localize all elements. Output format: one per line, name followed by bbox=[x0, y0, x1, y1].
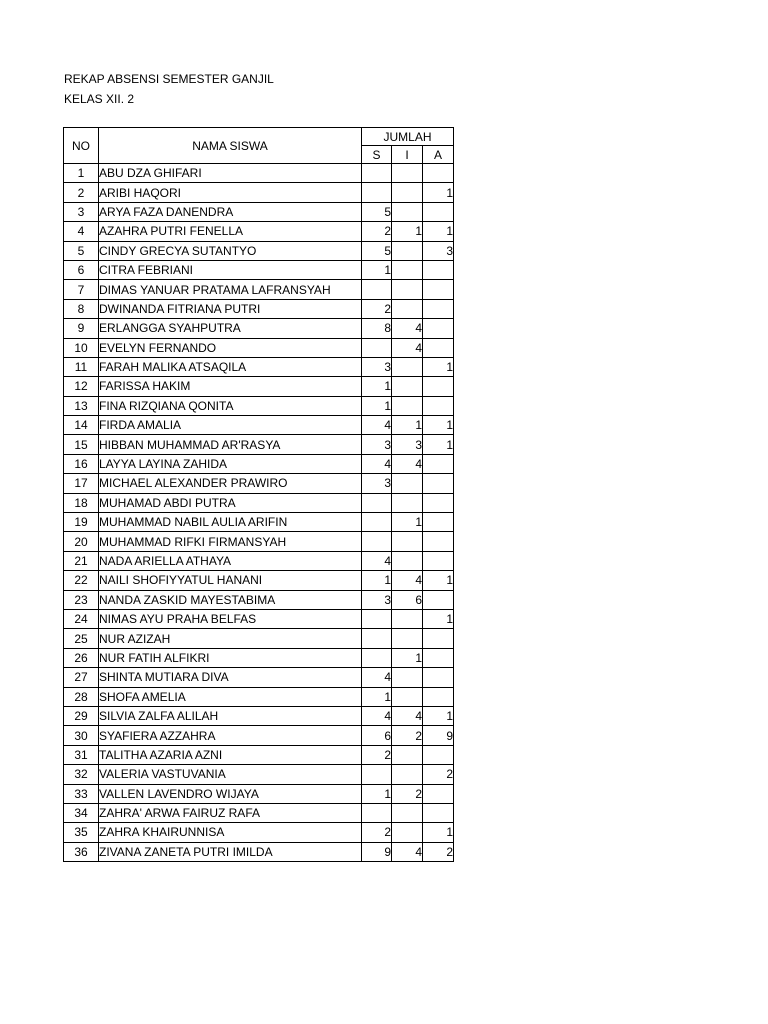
row-number: 8 bbox=[64, 299, 99, 318]
absent-count bbox=[423, 590, 454, 609]
absent-count bbox=[423, 493, 454, 512]
row-number: 17 bbox=[64, 474, 99, 493]
student-name: SILVIA ZALFA ALILAH bbox=[99, 706, 362, 725]
sick-count: 1 bbox=[362, 687, 392, 706]
absent-count: 3 bbox=[423, 241, 454, 260]
permission-count bbox=[392, 629, 423, 648]
sick-count bbox=[362, 765, 392, 784]
permission-count bbox=[392, 377, 423, 396]
table-row bbox=[64, 435, 454, 454]
table-row bbox=[64, 532, 454, 551]
header-no: NO bbox=[64, 128, 99, 164]
permission-count bbox=[392, 357, 423, 376]
sick-count bbox=[362, 629, 392, 648]
sick-count: 1 bbox=[362, 396, 392, 415]
sick-count: 5 bbox=[362, 241, 392, 260]
absent-count bbox=[423, 745, 454, 764]
row-number: 4 bbox=[64, 222, 99, 241]
absent-count: 1 bbox=[423, 357, 454, 376]
student-name: FARISSA HAKIM bbox=[99, 377, 362, 396]
absent-count bbox=[423, 454, 454, 473]
student-name: SHOFA AMELIA bbox=[99, 687, 362, 706]
row-number: 15 bbox=[64, 435, 99, 454]
student-name: FARAH MALIKA ATSAQILA bbox=[99, 357, 362, 376]
table-row bbox=[64, 260, 454, 279]
table-row bbox=[64, 803, 454, 822]
table-row bbox=[64, 299, 454, 318]
sick-count bbox=[362, 280, 392, 299]
sick-count: 4 bbox=[362, 668, 392, 687]
absent-count bbox=[423, 784, 454, 803]
sick-count: 5 bbox=[362, 202, 392, 221]
permission-count: 1 bbox=[392, 513, 423, 532]
student-name: MICHAEL ALEXANDER PRAWIRO bbox=[99, 474, 362, 493]
permission-count bbox=[392, 803, 423, 822]
row-number: 16 bbox=[64, 454, 99, 473]
student-name: TALITHA AZARIA AZNI bbox=[99, 745, 362, 764]
student-name: VALLEN LAVENDRO WIJAYA bbox=[99, 784, 362, 803]
absent-count: 1 bbox=[423, 183, 454, 202]
table-row bbox=[64, 823, 454, 842]
sick-count bbox=[362, 493, 392, 512]
sick-count bbox=[362, 803, 392, 822]
sick-count: 4 bbox=[362, 416, 392, 435]
permission-count: 4 bbox=[392, 338, 423, 357]
student-name: NUR FATIH ALFIKRI bbox=[99, 648, 362, 667]
row-number: 22 bbox=[64, 571, 99, 590]
absent-count bbox=[423, 551, 454, 570]
table-row bbox=[64, 726, 454, 745]
header-a: A bbox=[423, 146, 454, 164]
table-row bbox=[64, 687, 454, 706]
row-number: 19 bbox=[64, 513, 99, 532]
permission-count bbox=[392, 396, 423, 415]
permission-count bbox=[392, 823, 423, 842]
sick-count: 1 bbox=[362, 784, 392, 803]
permission-count bbox=[392, 765, 423, 784]
permission-count: 4 bbox=[392, 706, 423, 725]
sick-count: 1 bbox=[362, 571, 392, 590]
sick-count bbox=[362, 513, 392, 532]
sick-count bbox=[362, 183, 392, 202]
row-number: 33 bbox=[64, 784, 99, 803]
row-number: 2 bbox=[64, 183, 99, 202]
student-name: FIRDA AMALIA bbox=[99, 416, 362, 435]
table-row bbox=[64, 280, 454, 299]
absent-count: 9 bbox=[423, 726, 454, 745]
student-name: MUHAMMAD RIFKI FIRMANSYAH bbox=[99, 532, 362, 551]
permission-count bbox=[392, 609, 423, 628]
row-number: 12 bbox=[64, 377, 99, 396]
row-number: 11 bbox=[64, 357, 99, 376]
absent-count bbox=[423, 319, 454, 338]
absent-count bbox=[423, 280, 454, 299]
permission-count bbox=[392, 745, 423, 764]
student-name: LAYYA LAYINA ZAHIDA bbox=[99, 454, 362, 473]
sick-count: 6 bbox=[362, 726, 392, 745]
table-row bbox=[64, 784, 454, 803]
row-number: 18 bbox=[64, 493, 99, 512]
attendance-table bbox=[63, 127, 454, 862]
row-number: 3 bbox=[64, 202, 99, 221]
row-number: 26 bbox=[64, 648, 99, 667]
absent-count bbox=[423, 629, 454, 648]
absent-count bbox=[423, 803, 454, 822]
row-number: 24 bbox=[64, 609, 99, 628]
row-number: 34 bbox=[64, 803, 99, 822]
table-row bbox=[64, 183, 454, 202]
row-number: 14 bbox=[64, 416, 99, 435]
table-row bbox=[64, 377, 454, 396]
sick-count: 9 bbox=[362, 842, 392, 861]
student-name: HIBBAN MUHAMMAD AR'RASYA bbox=[99, 435, 362, 454]
absent-count bbox=[423, 687, 454, 706]
absent-count bbox=[423, 532, 454, 551]
student-name: MUHAMMAD NABIL AULIA ARIFIN bbox=[99, 513, 362, 532]
sick-count bbox=[362, 532, 392, 551]
student-name: ARYA FAZA DANENDRA bbox=[99, 202, 362, 221]
table-row bbox=[64, 765, 454, 784]
student-name: FINA RIZQIANA QONITA bbox=[99, 396, 362, 415]
sick-count bbox=[362, 338, 392, 357]
table-header bbox=[64, 128, 454, 164]
student-name: ARIBI HAQORI bbox=[99, 183, 362, 202]
table-row bbox=[64, 629, 454, 648]
absent-count: 1 bbox=[423, 706, 454, 725]
student-name: NIMAS AYU PRAHA BELFAS bbox=[99, 609, 362, 628]
row-number: 35 bbox=[64, 823, 99, 842]
document-title: REKAP ABSENSI SEMESTER GANJIL bbox=[64, 72, 274, 86]
sick-count: 4 bbox=[362, 454, 392, 473]
permission-count: 1 bbox=[392, 416, 423, 435]
sick-count: 4 bbox=[362, 551, 392, 570]
sick-count: 2 bbox=[362, 745, 392, 764]
row-number: 5 bbox=[64, 241, 99, 260]
sick-count: 1 bbox=[362, 377, 392, 396]
student-name: ZAHRA' ARWA FAIRUZ RAFA bbox=[99, 803, 362, 822]
table-row bbox=[64, 454, 454, 473]
row-number: 32 bbox=[64, 765, 99, 784]
table-row bbox=[64, 668, 454, 687]
permission-count bbox=[392, 280, 423, 299]
row-number: 20 bbox=[64, 532, 99, 551]
sick-count: 2 bbox=[362, 299, 392, 318]
table-row bbox=[64, 493, 454, 512]
sick-count: 2 bbox=[362, 222, 392, 241]
table-row bbox=[64, 609, 454, 628]
student-name: NAILI SHOFIYYATUL HANANI bbox=[99, 571, 362, 590]
sick-count bbox=[362, 164, 392, 183]
table-row bbox=[64, 745, 454, 764]
row-number: 23 bbox=[64, 590, 99, 609]
row-number: 36 bbox=[64, 842, 99, 861]
class-label: KELAS XII. 2 bbox=[64, 92, 135, 106]
row-number: 13 bbox=[64, 396, 99, 415]
sick-count: 1 bbox=[362, 260, 392, 279]
student-name: VALERIA VASTUVANIA bbox=[99, 765, 362, 784]
student-name: ZIVANA ZANETA PUTRI IMILDA bbox=[99, 842, 362, 861]
student-name: CINDY GRECYA SUTANTYO bbox=[99, 241, 362, 260]
row-number: 25 bbox=[64, 629, 99, 648]
permission-count: 4 bbox=[392, 842, 423, 861]
permission-count: 2 bbox=[392, 784, 423, 803]
absent-count: 1 bbox=[423, 609, 454, 628]
student-name: NUR AZIZAH bbox=[99, 629, 362, 648]
table-row bbox=[64, 338, 454, 357]
student-name: AZAHRA PUTRI FENELLA bbox=[99, 222, 362, 241]
student-name: CITRA FEBRIANI bbox=[99, 260, 362, 279]
sick-count bbox=[362, 648, 392, 667]
header-name: NAMA SISWA bbox=[99, 128, 362, 164]
header-i: I bbox=[392, 146, 423, 164]
permission-count bbox=[392, 202, 423, 221]
sick-count: 3 bbox=[362, 590, 392, 609]
permission-count bbox=[392, 183, 423, 202]
student-name: DIMAS YANUAR PRATAMA LAFRANSYAH bbox=[99, 280, 362, 299]
table-row bbox=[64, 396, 454, 415]
student-name: ERLANGGA SYAHPUTRA bbox=[99, 319, 362, 338]
permission-count: 2 bbox=[392, 726, 423, 745]
row-number: 27 bbox=[64, 668, 99, 687]
table-body bbox=[64, 164, 454, 862]
permission-count: 4 bbox=[392, 319, 423, 338]
student-name: MUHAMAD ABDI PUTRA bbox=[99, 493, 362, 512]
row-number: 21 bbox=[64, 551, 99, 570]
student-name: NADA ARIELLA ATHAYA bbox=[99, 551, 362, 570]
row-number: 7 bbox=[64, 280, 99, 299]
student-name: DWINANDA FITRIANA PUTRI bbox=[99, 299, 362, 318]
table-row bbox=[64, 241, 454, 260]
absent-count bbox=[423, 648, 454, 667]
table-row bbox=[64, 319, 454, 338]
sick-count: 3 bbox=[362, 474, 392, 493]
row-number: 28 bbox=[64, 687, 99, 706]
header-s: S bbox=[362, 146, 392, 164]
absent-count bbox=[423, 299, 454, 318]
absent-count bbox=[423, 202, 454, 221]
absent-count bbox=[423, 474, 454, 493]
table-row bbox=[64, 474, 454, 493]
permission-count: 1 bbox=[392, 648, 423, 667]
table-row bbox=[64, 648, 454, 667]
absent-count: 1 bbox=[423, 571, 454, 590]
student-name: NANDA ZASKID MAYESTABIMA bbox=[99, 590, 362, 609]
student-name: ZAHRA KHAIRUNNISA bbox=[99, 823, 362, 842]
permission-count: 4 bbox=[392, 454, 423, 473]
absent-count: 1 bbox=[423, 416, 454, 435]
absent-count bbox=[423, 338, 454, 357]
table-row bbox=[64, 551, 454, 570]
absent-count bbox=[423, 513, 454, 532]
absent-count bbox=[423, 396, 454, 415]
table-row bbox=[64, 590, 454, 609]
row-number: 6 bbox=[64, 260, 99, 279]
table-row bbox=[64, 357, 454, 376]
absent-count: 1 bbox=[423, 823, 454, 842]
table-row bbox=[64, 416, 454, 435]
row-number: 31 bbox=[64, 745, 99, 764]
row-number: 9 bbox=[64, 319, 99, 338]
student-name: SYAFIERA AZZAHRA bbox=[99, 726, 362, 745]
permission-count: 6 bbox=[392, 590, 423, 609]
absent-count bbox=[423, 668, 454, 687]
absent-count bbox=[423, 164, 454, 183]
sick-count bbox=[362, 609, 392, 628]
sick-count: 3 bbox=[362, 435, 392, 454]
student-name: ABU DZA GHIFARI bbox=[99, 164, 362, 183]
permission-count bbox=[392, 260, 423, 279]
table-row bbox=[64, 202, 454, 221]
sick-count: 4 bbox=[362, 706, 392, 725]
row-number: 29 bbox=[64, 706, 99, 725]
permission-count: 3 bbox=[392, 435, 423, 454]
permission-count bbox=[392, 668, 423, 687]
table-row bbox=[64, 706, 454, 725]
permission-count bbox=[392, 474, 423, 493]
table-row bbox=[64, 571, 454, 590]
row-number: 1 bbox=[64, 164, 99, 183]
sick-count: 2 bbox=[362, 823, 392, 842]
student-name: SHINTA MUTIARA DIVA bbox=[99, 668, 362, 687]
permission-count bbox=[392, 493, 423, 512]
table-row bbox=[64, 513, 454, 532]
permission-count bbox=[392, 532, 423, 551]
permission-count bbox=[392, 241, 423, 260]
sick-count: 3 bbox=[362, 357, 392, 376]
table-row bbox=[64, 164, 454, 183]
permission-count bbox=[392, 164, 423, 183]
absent-count: 2 bbox=[423, 842, 454, 861]
sick-count: 8 bbox=[362, 319, 392, 338]
table-row bbox=[64, 842, 454, 861]
permission-count bbox=[392, 299, 423, 318]
permission-count bbox=[392, 687, 423, 706]
absent-count: 1 bbox=[423, 222, 454, 241]
absent-count bbox=[423, 260, 454, 279]
permission-count bbox=[392, 551, 423, 570]
absent-count: 1 bbox=[423, 435, 454, 454]
row-number: 10 bbox=[64, 338, 99, 357]
permission-count: 4 bbox=[392, 571, 423, 590]
table-row bbox=[64, 222, 454, 241]
absent-count: 2 bbox=[423, 765, 454, 784]
student-name: EVELYN FERNANDO bbox=[99, 338, 362, 357]
permission-count: 1 bbox=[392, 222, 423, 241]
row-number: 30 bbox=[64, 726, 99, 745]
absent-count bbox=[423, 377, 454, 396]
header-total: JUMLAH bbox=[362, 128, 454, 146]
